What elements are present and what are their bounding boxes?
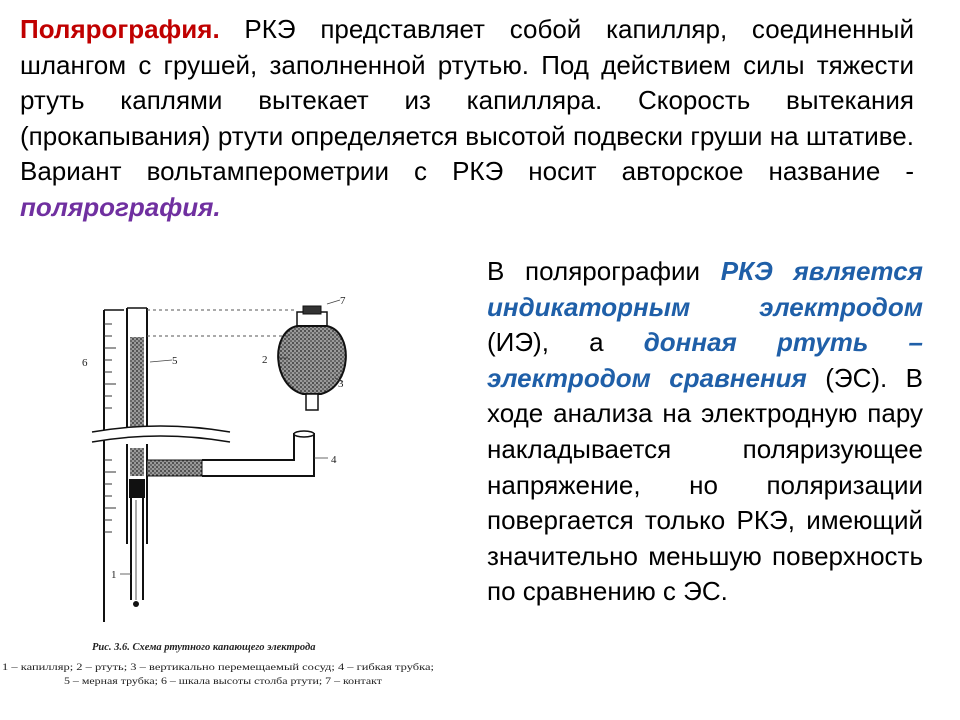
mercury-plug bbox=[129, 479, 145, 498]
explanation-highlight-indicator: РКЭ является индикаторным электродом bbox=[487, 256, 923, 322]
figure-legend-line-1: 1 – капилляр; 2 – ртуть; 3 – вертикально перемещаемый сосуд; 4 – гибкая трубка; bbox=[2, 663, 325, 673]
break-mark bbox=[92, 426, 230, 442]
label-reservoir: 3 bbox=[338, 378, 344, 390]
figure-legend-line-2: 5 – мерная трубка; 6 – шкала высоты столба ртути; 7 – контакт bbox=[64, 677, 313, 687]
intro-text: РКЭ представляет собой капилляр, соединенный шлангом с грушей, заполненной ртутью. Под действием силы тяжести ртуть каплями вытекает из капилляра. Скорость вытекания (прокапывания) ртути определяется высотой подвески груши на штативе. Вариант вольтамперометрии с РКЭ носит авторское название - bbox=[20, 14, 914, 187]
height-reference-lines bbox=[147, 310, 297, 336]
flexible-hose bbox=[147, 431, 314, 476]
explanation-highlight-reference: донная ртуть – электродом сравнения bbox=[487, 327, 923, 393]
explanation-text-2: (ИЭ), а bbox=[487, 327, 644, 358]
label-scale: 6 bbox=[82, 357, 88, 369]
label-capillary: 1 bbox=[111, 569, 117, 581]
intro-title: Полярография. bbox=[20, 14, 220, 44]
mercury-drop bbox=[133, 601, 139, 607]
electrode-diagram bbox=[0, 282, 480, 720]
explanation-text-3: (ЭС). В ходе анализа на электродную пару накладывается поляризующее напряжение, но поляризации повергается только РКЭ, имеющий значительно меньшую поверхность по сравнению с ЭС. bbox=[487, 362, 923, 607]
capillary bbox=[127, 444, 147, 607]
intro-term: полярография. bbox=[20, 191, 221, 222]
intro-paragraph bbox=[20, 12, 914, 226]
mercury-reservoir bbox=[278, 306, 346, 410]
explanation-paragraph bbox=[487, 254, 923, 610]
explanation-text-1: В полярографии bbox=[487, 256, 721, 286]
label-mercury: 2 bbox=[262, 354, 268, 366]
label-hose: 4 bbox=[331, 454, 337, 466]
measuring-tube bbox=[127, 308, 147, 430]
mercury-column bbox=[130, 337, 144, 430]
figure-caption-title: Рис. 3.6. Схема ртутного капающего электрода bbox=[92, 642, 316, 653]
label-contact: 7 bbox=[340, 295, 346, 307]
label-measuring-tube: 5 bbox=[172, 355, 178, 367]
